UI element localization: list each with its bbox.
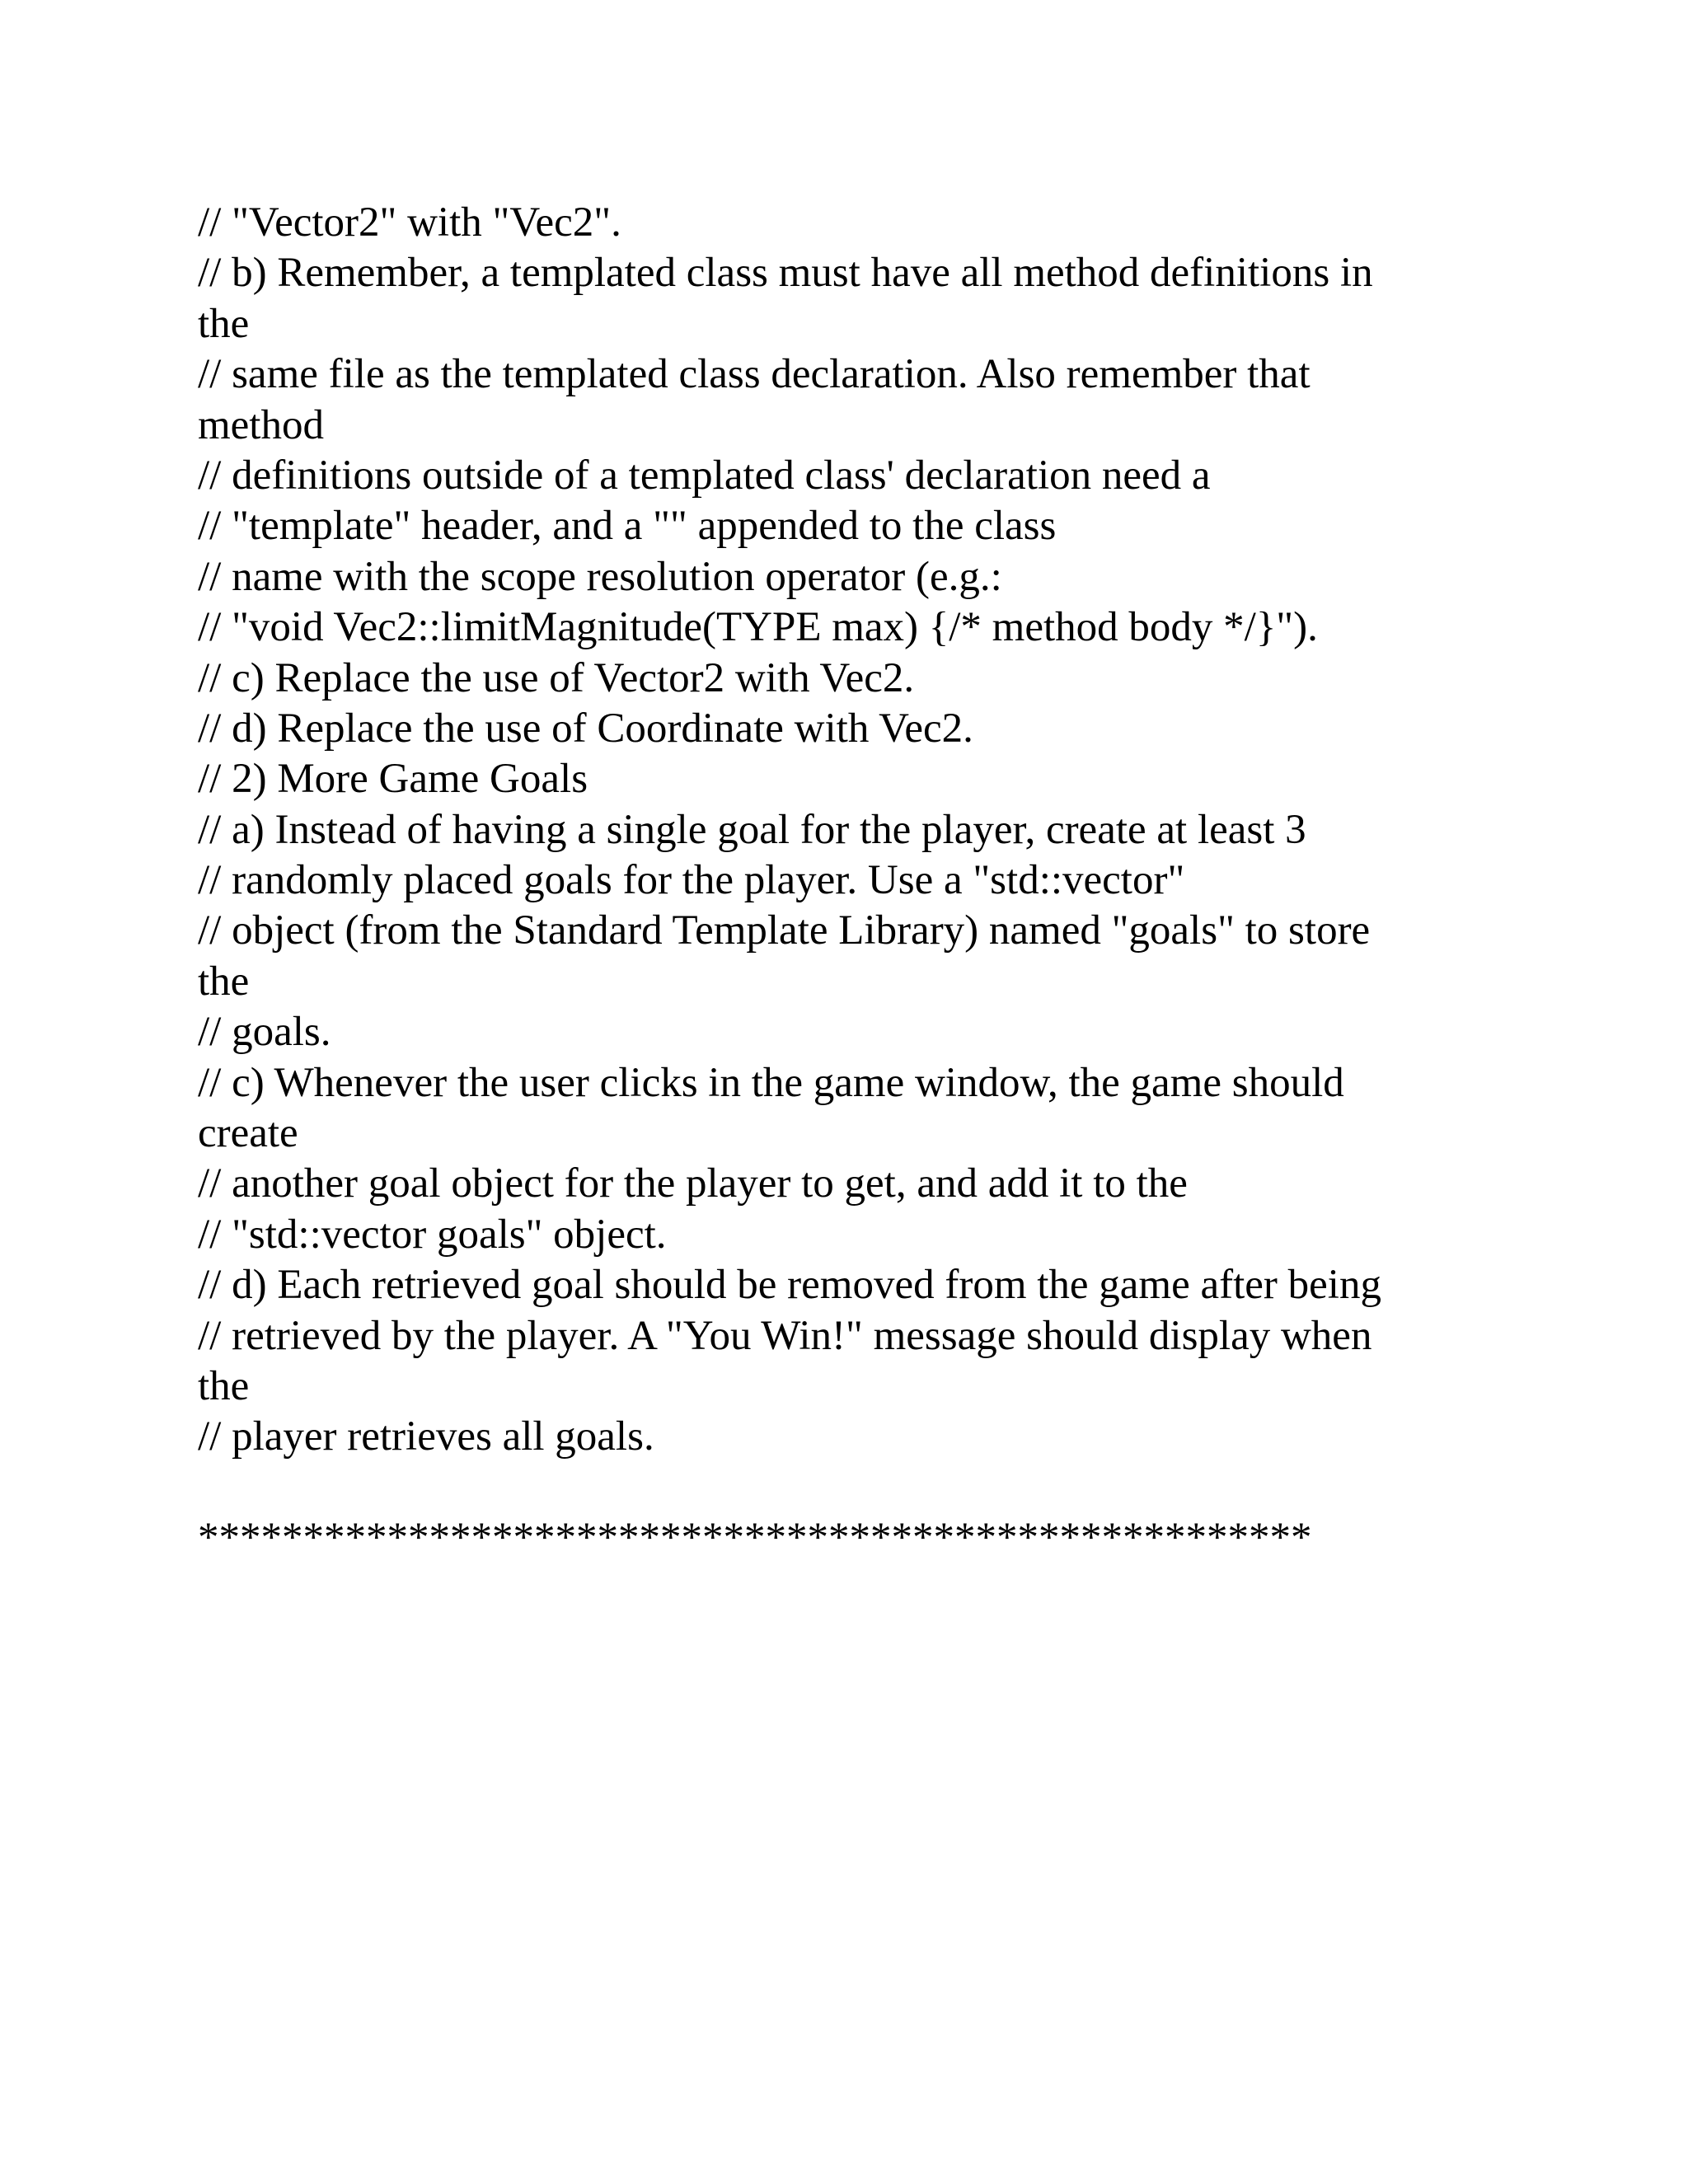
- text-line: // object (from the Standard Template Library) named "goals" to store: [198, 907, 1371, 954]
- text-line: // player retrieves all goals.: [198, 1413, 654, 1460]
- text-line: // "std::vector goals" object.: [198, 1211, 667, 1258]
- text-line: // c) Whenever the user clicks in the game window, the game should: [198, 1059, 1344, 1106]
- text-line: create: [198, 1110, 298, 1157]
- document-text: [198, 198, 1484, 1564]
- separator-line: *****************************************************: [198, 1515, 1312, 1562]
- blank-line: [198, 1463, 1484, 1513]
- text-line: // goals.: [198, 1009, 331, 1056]
- text-line: // "template" header, and a "" appended to the class: [198, 503, 1057, 550]
- text-line: // definitions outside of a templated class' declaration need a: [198, 452, 1211, 499]
- text-line: // name with the scope resolution operator (e.g.:: [198, 553, 1002, 600]
- text-line: // c) Replace the use of Vector2 with Vec2.: [198, 654, 915, 701]
- text-line: // randomly placed goals for the player. Use a "std::vector": [198, 857, 1185, 904]
- text-line: // d) Replace the use of Coordinate with Vec2.: [198, 705, 973, 752]
- text-line: // "Vector2" with "Vec2".: [198, 199, 621, 246]
- text-line: the: [198, 300, 250, 347]
- text-line: the: [198, 1362, 250, 1409]
- text-line: // a) Instead of having a single goal for the player, create at least 3: [198, 806, 1306, 853]
- text-line: // d) Each retrieved goal should be removed from the game after being: [198, 1262, 1381, 1309]
- text-line: the: [198, 958, 250, 1005]
- text-line: // another goal object for the player to get, and add it to the: [198, 1160, 1188, 1207]
- text-line: // "void Vec2::limitMagnitude(TYPE max) {/* method body */}").: [198, 604, 1318, 651]
- text-line: // retrieved by the player. A "You Win!" message should display when: [198, 1312, 1372, 1359]
- text-line: // b) Remember, a templated class must have all method definitions in: [198, 250, 1373, 297]
- text-line: method: [198, 401, 324, 448]
- text-line: // same file as the templated class declaration. Also remember that: [198, 351, 1311, 398]
- text-line: // 2) More Game Goals: [198, 756, 588, 803]
